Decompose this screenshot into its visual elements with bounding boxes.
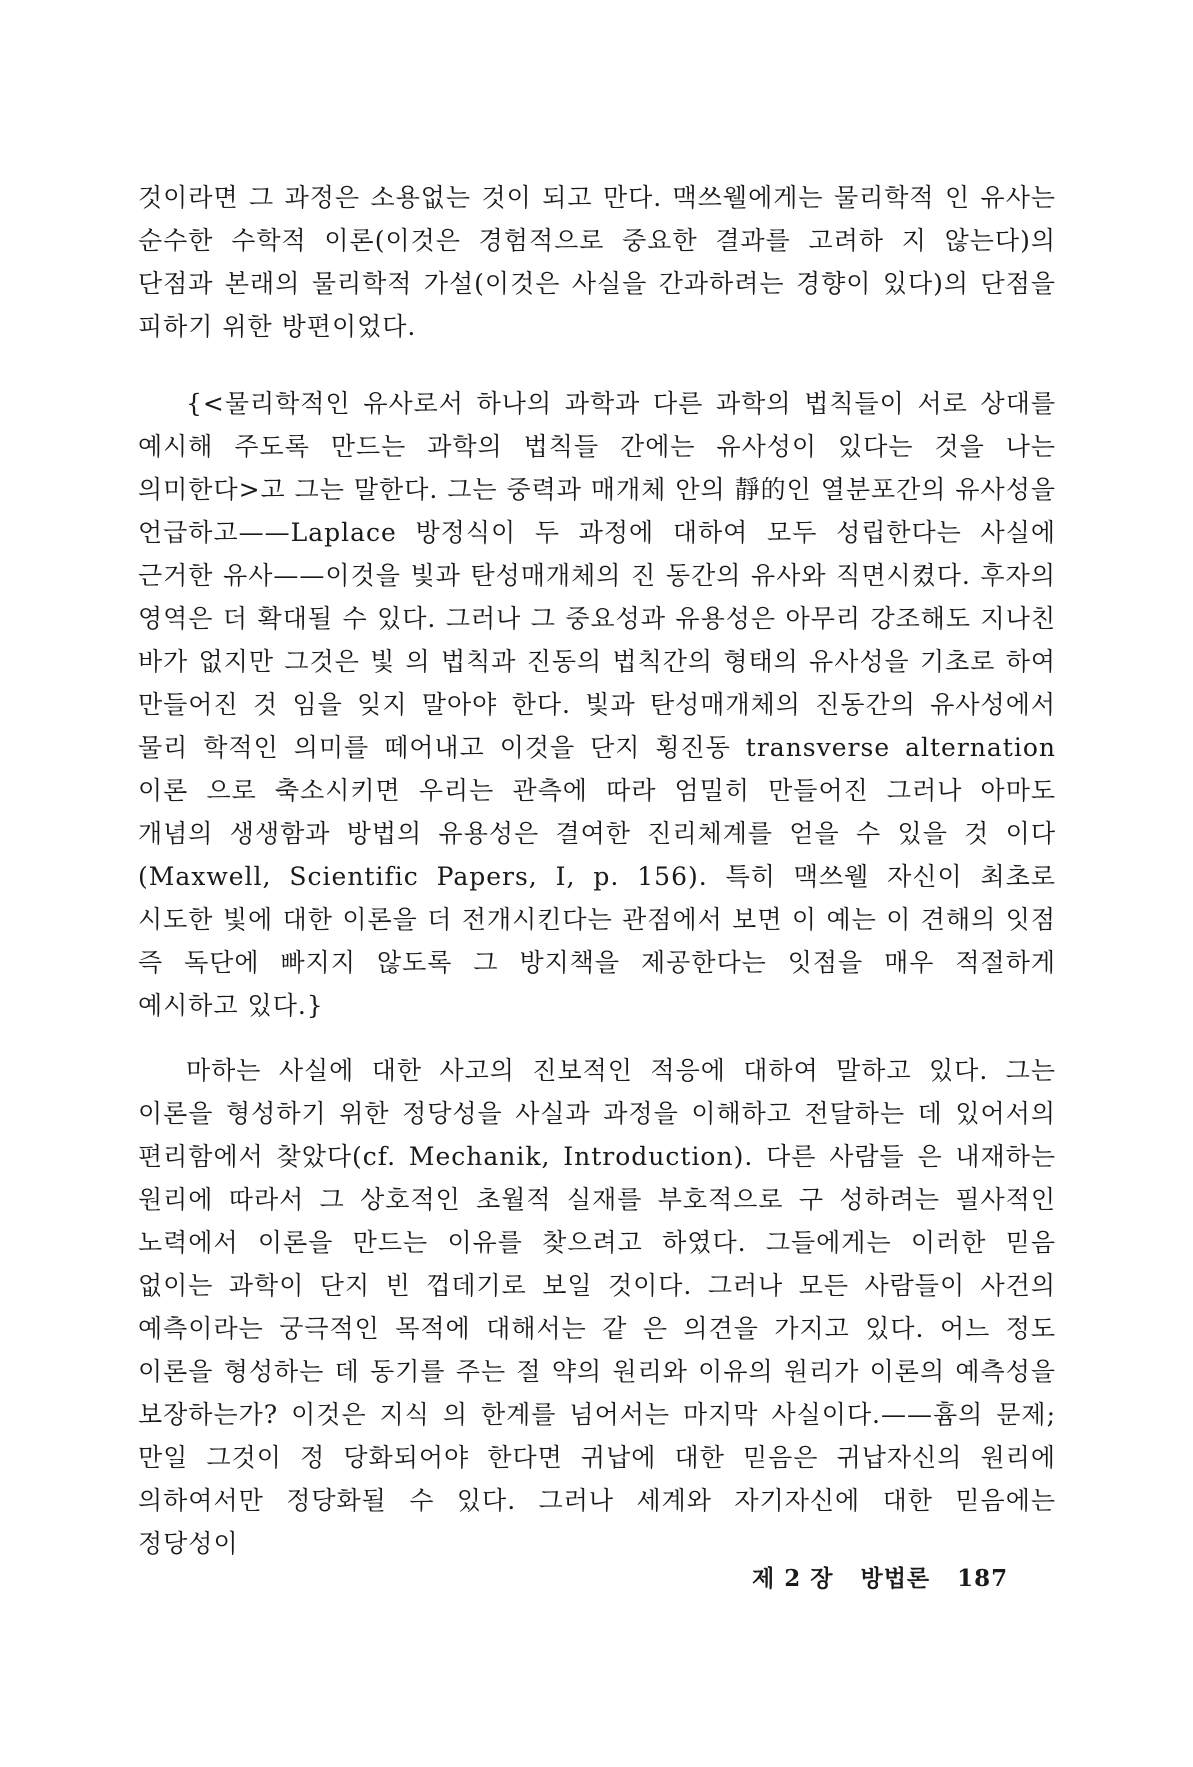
- page-number: 187: [957, 1565, 1009, 1592]
- paragraph-continuation: 것이라면 그 과정은 소용없는 것이 되고 만다. 맥쓰웰에게는 물리학적 인 유사는 순수한 수학적 이론(이것은 경험적으로 중요한 결과를 고려하 지 않는다)의 단점과 본래의 물리학적 가설(이것은 사실을 간과하려는 경향이 있다)의 단점을 피하기 위한 방편이었다.: [138, 183, 1056, 341]
- footer-section: 방법론: [860, 1565, 931, 1592]
- page-footer: [752, 1560, 1008, 1593]
- footer-chapter: 제 2 장: [752, 1565, 834, 1592]
- paragraph-mach: 마하는 사실에 대한 사고의 진보적인 적응에 대하여 말하고 있다. 그는 이론을 형성하기 위한 정당성을 사실과 과정을 이해하고 전달하는 데 있어서의 편리함에서 찾았다(cf. Mechanik, Introduction). 다른 사람들 은 내재하는 원리에 따라서 그 상호적인 초월적 실재를 부호적으로 구 성하려는 필사적인 노력에서 이론을 만드는 이유를 찾으려고 하였다. 그들에게는 이러한 믿음 없이는 과학이 단지 빈 껍데기로 보일 것이다. 그러나 모든 사람들이 사건의 예측이라는 궁극적인 목적에 대해서는 같 은 의견을 가지고 있다. 어느 정도 이론을 형성하는 데 동기를 주는 절 약의 원리와 이유의 원리가 이론의 예측성을 보장하는가? 이것은 지식 의 한계를 넘어서는 마지막 사실이다.——흄의 문제; 만일 그것이 정 당화되어야 한다면 귀납에 대한 믿음은 귀납자신의 원리에 의하여서만 정당화될 수 있다. 그러나 세계와 자기자신에 대한 믿음에는 정당성이: [138, 1056, 1056, 1558]
- paragraph-quotation: {<물리학적인 유사로서 하나의 과학과 다른 과학의 법칙들이 서로 상대를 예시해 주도록 만드는 과학의 법칙들 간에는 유사성이 있다는 것을 나는 의미한다>고 그는 말한다. 그는 중력과 매개체 안의 靜的인 열분포간의 유사성을 언급하고——Laplace 방정식이 두 과정에 대하여 모두 성립한다는 사실에 근거한 유사——이것을 빛과 탄성매개체의 진 동간의 유사와 직면시켰다. 후자의 영역은 더 확대될 수 있다. 그러나 그 중요성과 유용성은 아무리 강조해도 지나친 바가 없지만 그것은 빛 의 법칙과 진동의 법칙간의 형태의 유사성을 기초로 하여 만들어진 것 임을 잊지 말아야 한다. 빛과 탄성매개체의 진동간의 유사성에서 물리 학적인 의미를 떼어내고 이것을 단지 횡진동 transverse alternation 이론 으로 축소시키면 우리는 관측에 따라 엄밀히 만들어진 그러나 아마도 개념의 생생함과 방법의 유용성은 결여한 진리체계를 얻을 수 있을 것 이다(Maxwell, Scientific Papers, I, p. 156). 특히 맥쓰웰 자신이 최초로 시도한 빛에 대한 이론을 더 전개시킨다는 관점에서 보면 이 예는 이 견해의 잇점 즉 독단에 빠지지 않도록 그 방지책을 제공한다는 잇점을 매우 적절하게 예시하고 있다.}: [138, 389, 1056, 1020]
